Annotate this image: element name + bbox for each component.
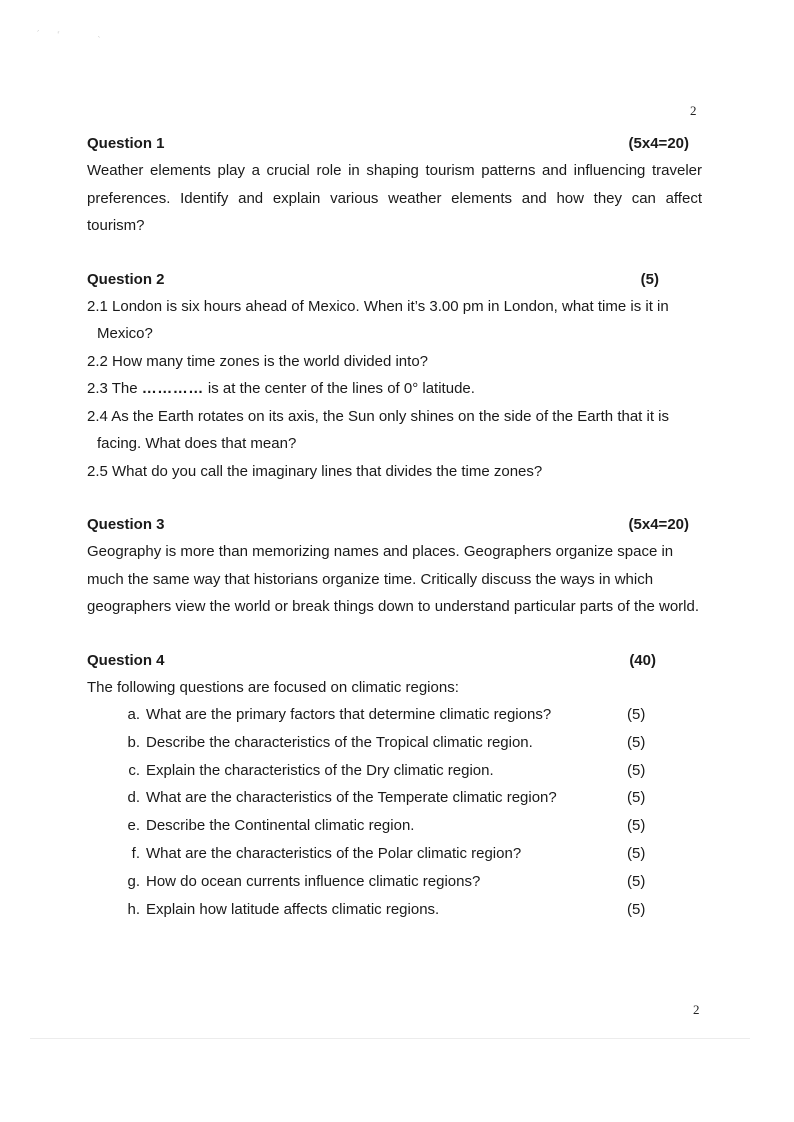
question-3-title: Question 3: [87, 516, 165, 533]
question-2: [87, 267, 702, 486]
list-item: [87, 896, 702, 924]
question-4-marks: (40): [629, 651, 656, 669]
question-4-list: [87, 701, 702, 923]
list-item-letter: e.: [127, 817, 140, 835]
question-4-header: [87, 648, 702, 674]
list-item-text: Describe the characteristics of the Tropical climatic region.: [146, 733, 533, 751]
question-3-marks: (5x4=20): [628, 516, 689, 533]
list-item-text: Explain the characteristics of the Dry climatic region.: [146, 761, 494, 779]
list-item-text: What are the characteristics of the Polar climatic region?: [146, 844, 522, 862]
page-number-bottom: 2: [693, 1002, 700, 1017]
list-item-text: What are the primary factors that determine climatic regions?: [146, 706, 552, 723]
list-item-marks: (5): [627, 761, 646, 779]
question-2-item-4: 2.4 As the Earth rotates on its axis, the Sun only shines on the side of the Earth that it is facing. What does that mean?: [87, 407, 670, 452]
question-2-item-3-after: is at the center of the lines of 0° latitude.: [203, 380, 475, 397]
list-item-marks: (5): [627, 733, 646, 751]
list-item: [87, 784, 702, 812]
list-item-text: What are the characteristics of the Temperate climatic region?: [146, 789, 557, 807]
question-2-item-5: 2.5 What do you call the imaginary lines that divides the time zones?: [87, 462, 543, 480]
question-2-title: Question 2: [87, 270, 165, 288]
question-1-title: Question 1: [87, 135, 165, 152]
question-1-text: Weather elements play a crucial role in shaping tourism patterns and influencing traveler preferences. Identify and explain various weather elements and how they can affect tourism?: [87, 162, 702, 234]
page-number-top: 2: [690, 103, 697, 118]
list-item: [87, 757, 702, 785]
list-item-letter: f.: [131, 844, 140, 862]
list-item: [87, 729, 702, 757]
question-4-intro: The following questions are focused on climatic regions:: [87, 678, 459, 696]
list-item: [87, 840, 702, 868]
question-2-item-3-before: 2.3 The: [87, 380, 142, 397]
list-item-letter: g.: [127, 872, 140, 890]
question-3-text: Geography is more than memorizing names and places. Geographers organize space in much the same way that historians organize time. Critically discuss the ways in which geographers view the world or break things down to understand particular parts of the world.: [87, 543, 700, 615]
list-item-marks: (5): [627, 844, 646, 862]
question-1: [87, 131, 702, 240]
list-item-text: Describe the Continental climatic region.: [146, 817, 415, 835]
question-4: [87, 648, 702, 924]
list-item-letter: h.: [127, 900, 140, 918]
list-item-text: How do ocean currents influence climatic regions?: [146, 872, 481, 890]
list-item-letter: c.: [128, 761, 140, 779]
list-item-marks: (5): [627, 706, 646, 723]
scan-artifact: ´ʳ ˎ: [36, 30, 120, 38]
list-item-letter: d.: [127, 789, 140, 807]
question-1-header: [87, 131, 702, 157]
scan-edge-line: [30, 1038, 750, 1039]
question-4-title: Question 4: [87, 651, 165, 669]
list-item-marks: (5): [627, 817, 646, 835]
question-2-header: [87, 267, 702, 293]
question-3: [87, 512, 702, 621]
question-3-header: [87, 512, 702, 538]
exam-content: [87, 131, 702, 950]
list-item-marks: (5): [627, 900, 646, 918]
question-1-marks: (5x4=20): [628, 135, 689, 152]
question-2-item-2: 2.2 How many time zones is the world divided into?: [87, 352, 429, 370]
question-2-item-1: 2.1 London is six hours ahead of Mexico. When it’s 3.00 pm in London, what time is it in Mexico?: [87, 297, 669, 342]
list-item-letter: a.: [127, 706, 140, 723]
list-item-marks: (5): [627, 789, 646, 807]
list-item-text: Explain how latitude affects climatic regions.: [146, 900, 440, 918]
question-2-item-3: [87, 375, 702, 403]
list-item: [87, 868, 702, 896]
fill-in-blank: …………: [141, 380, 204, 397]
list-item-letter: b.: [127, 733, 140, 751]
list-item: [87, 812, 702, 840]
question-2-marks: (5): [640, 270, 659, 288]
list-item-marks: (5): [627, 872, 646, 890]
list-item: [87, 701, 702, 729]
